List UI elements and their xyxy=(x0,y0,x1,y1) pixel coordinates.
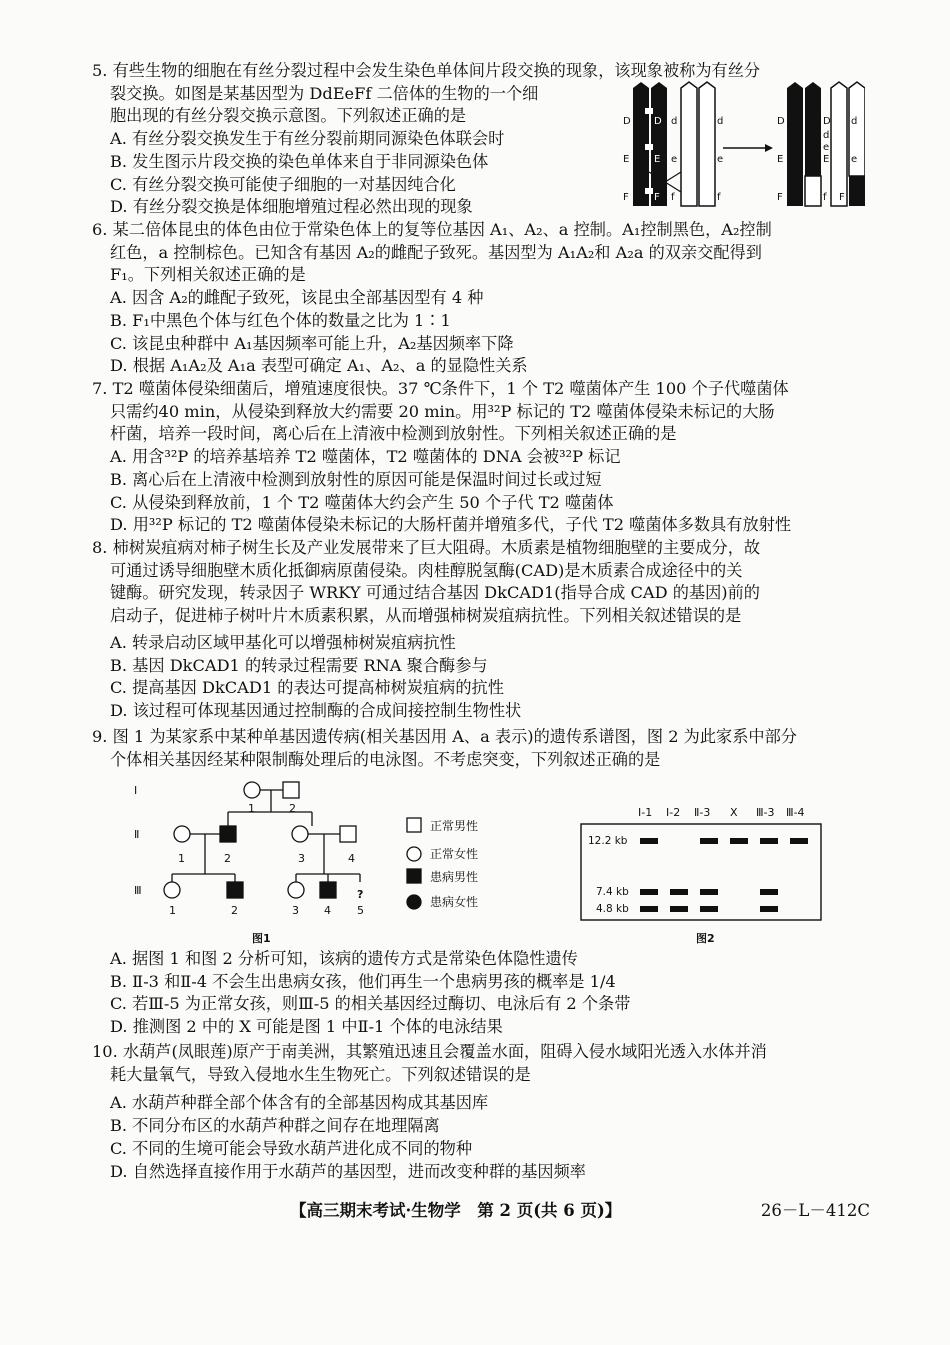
allele-label: E xyxy=(654,154,661,165)
option-b: B. Ⅱ-3 和Ⅱ-4 不会生出患病女孩，他们再生一个患病男孩的概率是 1/4 xyxy=(110,971,616,991)
allele-label: F xyxy=(623,192,629,203)
option-a: A. 用含³²P 的培养基培养 T2 噬菌体，T2 噬菌体的 DNA 会被³²P 标记 xyxy=(110,447,621,467)
gel-band xyxy=(670,889,688,895)
page-footer xyxy=(290,1197,870,1221)
gel-band xyxy=(700,838,718,844)
allele-label: F xyxy=(777,192,783,203)
allele-label: d xyxy=(851,116,858,127)
allele-label: e xyxy=(851,154,858,165)
electrophoresis-figure xyxy=(578,800,828,948)
question-10-stem-line: 耗大量氧气，导致入侵地水生生物死亡。下列叙述错误的是 xyxy=(110,1064,531,1084)
individual-number: 4 xyxy=(324,904,331,917)
generation-label: Ⅰ xyxy=(134,784,138,797)
gel-band xyxy=(790,838,808,844)
legend-affected-male-symbol xyxy=(407,869,421,883)
gel-band xyxy=(640,906,658,912)
allele-label: f xyxy=(671,192,675,203)
legend-normal-male-symbol xyxy=(407,818,421,832)
gel-band xyxy=(640,838,658,844)
option-a: A. 水葫芦种群全部个体含有的全部基因构成其基因库 xyxy=(110,1093,489,1113)
gel-band xyxy=(700,889,718,895)
individual-II-4 xyxy=(340,826,356,842)
pedigree-figure xyxy=(120,776,510,946)
individual-number: 5 xyxy=(357,904,364,917)
option-c: C. 不同的生境可能会导致水葫芦进化成不同的物种 xyxy=(110,1138,473,1158)
option-d: D. 用³²P 标记的 T2 噬菌体侵染未标记的大肠杆菌并增殖多代，子代 T2 噬菌体多数具有放射性 xyxy=(110,515,792,535)
question-5-stem-line: 胞出现的有丝分裂交换示意图。下列叙述正确的是 xyxy=(110,106,467,126)
allele-label: e xyxy=(717,154,724,165)
individual-number: 2 xyxy=(289,802,296,815)
option-d: D. 有丝分裂交换是体细胞增殖过程必然出现的现象 xyxy=(110,197,473,217)
legend-normal-female-symbol xyxy=(407,847,421,861)
allele-label: d xyxy=(717,116,724,127)
question-9-stem-line: 9. 图 1 为某家系中某种单基因遗传病(相关基因用 A、a 表示)的遗传系谱图，图 2 为此家系中部分 xyxy=(92,727,797,746)
option-b: B. 不同分布区的水葫芦种群之间存在地理隔离 xyxy=(110,1116,440,1136)
allele-label: D xyxy=(823,116,831,127)
footer-code: 26－L－412C xyxy=(760,1201,870,1220)
generation-label: Ⅱ xyxy=(134,828,140,841)
individual-number: 1 xyxy=(248,802,255,815)
allele-label: D xyxy=(777,116,785,127)
option-c: C. 该昆虫种群中 A₁基因频率可能上升，A₂基因频率下降 xyxy=(110,333,514,353)
allele-label: F xyxy=(654,192,660,203)
allele-label: e xyxy=(823,142,830,153)
gel-band xyxy=(700,906,718,912)
allele-label: d xyxy=(823,130,830,141)
individual-III-4 xyxy=(320,882,336,898)
allele-label: E xyxy=(823,154,830,165)
question-9-stem-line: 个体相关基因经某种限制酶处理后的电泳图。不考虑突变，下列叙述正确的是 xyxy=(110,749,661,769)
lane-label: Ⅲ-4 xyxy=(786,806,805,819)
individual-III-2 xyxy=(227,882,243,898)
question-9-options xyxy=(92,948,867,1039)
option-c: C. 提高基因 DkCAD1 的表达可提高柿树炭疽病的抗性 xyxy=(110,678,504,698)
option-d: D. 推测图 2 中的 X 可能是图 1 中Ⅱ-1 个体的电泳结果 xyxy=(110,1017,503,1037)
individual-number: 2 xyxy=(231,904,238,917)
option-d: D. 该过程可体现基因通过控制酶的合成间接控制生物性状 xyxy=(110,700,522,720)
option-b: B. 发生图示片段交换的染色单体来自于非同源染色体 xyxy=(110,151,489,171)
individual-number: 1 xyxy=(169,904,176,917)
option-d: D. 自然选择直接作用于水葫芦的基因型，进而改变种群的基因频率 xyxy=(110,1161,586,1181)
individual-number: 3 xyxy=(298,852,305,865)
allele-label: e xyxy=(671,154,678,165)
question-10-stem-line: 10. 水葫芦(凤眼莲)原产于南美洲，其繁殖迅速且会覆盖水面，阻碍入侵水域阳光透入水体并消 xyxy=(92,1042,767,1061)
option-b: B. 基因 DkCAD1 的转录过程需要 RNA 聚合酶参与 xyxy=(110,655,488,675)
option-c: C. 若Ⅲ-5 为正常女孩，则Ⅲ-5 的相关基因经过酶切、电泳后有 2 个条带 xyxy=(110,994,631,1014)
allele-label: f xyxy=(851,180,855,191)
question-10 xyxy=(92,1041,867,1183)
generation-label: Ⅲ xyxy=(134,884,142,897)
figure-caption: 图2 xyxy=(696,932,715,945)
question-7-stem-line: 杆菌，培养一段时间，离心后在上清液中检测到放射性。下列相关叙述正确的是 xyxy=(110,424,677,444)
individual-number: 3 xyxy=(292,904,299,917)
option-b: B. 离心后在上清液中检测到放射性的原因可能是保温时间过长或过短 xyxy=(110,469,602,489)
individual-I-1 xyxy=(244,782,260,798)
question-6-stem-line: F₁。下列相关叙述正确的是 xyxy=(110,265,306,285)
legend-label: 正常男性 xyxy=(430,819,479,833)
gel-band xyxy=(670,906,688,912)
allele-label: F xyxy=(839,192,845,203)
question-7-stem-line: 7. T2 噬菌体侵染细菌后，增殖速度很快。37 ℃条件下，1 个 T2 噬菌体产生 100 个子代噬菌体 xyxy=(92,379,789,398)
legend-label: 患病男性 xyxy=(430,870,479,884)
gel-band xyxy=(640,889,658,895)
gel-band xyxy=(760,838,778,844)
individual-number: 2 xyxy=(224,852,231,865)
question-8-stem-line: 8. 柿树炭疽病对柿子树生长及产业发展带来了巨大阻碍。木质素是植物细胞壁的主要成分，故 xyxy=(92,538,761,557)
band-size-label: 7.4 kb xyxy=(596,886,629,898)
individual-II-2 xyxy=(220,826,236,842)
legend-label: 患病女性 xyxy=(430,895,479,909)
question-8-stem-line: 可通过诱导细胞壁木质化抵御病原菌侵染。肉桂醇脱氢酶(CAD)是木质素合成途径中的关 xyxy=(110,560,743,580)
allele-label: d xyxy=(671,116,678,127)
lane-label: X xyxy=(730,806,738,819)
gel-band xyxy=(760,889,778,895)
option-b: B. F₁中黑色个体与红色个体的数量之比为 1∶1 xyxy=(110,310,451,330)
question-9 xyxy=(92,726,867,771)
unknown-individual: ? xyxy=(357,888,364,901)
legend-label: 正常女性 xyxy=(430,847,479,861)
question-6-stem-line: 红色，a 控制棕色。已知含有基因 A₂的雌配子致死。基因型为 A₁A₂和 A₂a 的双亲交配得到 xyxy=(110,242,762,262)
band-size-label: 12.2 kb xyxy=(588,835,628,847)
question-8 xyxy=(92,537,867,723)
gel-band xyxy=(730,838,748,844)
lane-label: Ⅰ-2 xyxy=(666,806,681,819)
lane-label: Ⅱ-3 xyxy=(694,806,711,819)
question-6 xyxy=(92,219,867,378)
gel-band xyxy=(760,906,778,912)
option-a: A. 有丝分裂交换发生于有丝分裂前期同源染色体联会时 xyxy=(110,129,505,149)
chromosome-before xyxy=(633,82,715,206)
individual-I-2 xyxy=(283,782,299,798)
question-7-stem-line: 只需约40 min，从侵染到释放大约需要 20 min。用³²P 标记的 T2 噬菌体侵染未标记的大肠 xyxy=(110,401,775,421)
figure-caption: 图1 xyxy=(252,932,271,945)
question-5-stem-line: 裂交换。如图是某基因型为 DdEeFf 二倍体的生物的一个细 xyxy=(110,83,539,103)
allele-label: D xyxy=(623,116,631,127)
question-6-stem-line: 6. 某二倍体昆虫的体色由位于常染色体上的复等位基因 A₁、A₂、a 控制。A₁控制黑色，A₂控制 xyxy=(92,220,772,239)
band-size-label: 4.8 kb xyxy=(596,903,629,915)
option-a: A. 因含 A₂的雌配子致死，该昆虫全部基因型有 4 种 xyxy=(110,288,484,308)
individual-number: 1 xyxy=(178,852,185,865)
allele-label: D xyxy=(654,116,662,127)
lane-label: Ⅲ-3 xyxy=(756,806,775,819)
individual-III-1 xyxy=(164,882,180,898)
allele-label: E xyxy=(777,154,784,165)
mitotic-exchange-figure xyxy=(615,80,865,215)
individual-II-3 xyxy=(292,826,308,842)
exchange-arrow xyxy=(723,144,773,152)
lane-label: Ⅰ-1 xyxy=(638,806,653,819)
allele-label: f xyxy=(717,192,721,203)
individual-II-1 xyxy=(174,826,190,842)
legend-affected-female-symbol xyxy=(407,895,421,909)
option-a: A. 转录启动区域甲基化可以增强柿树炭疽病抗性 xyxy=(110,632,456,652)
option-d: D. 根据 A₁A₂及 A₁a 表型可确定 A₁、A₂、a 的显隐性关系 xyxy=(110,356,528,376)
allele-label: E xyxy=(623,154,630,165)
question-8-stem-line: 启动子，促进柿子树叶片木质素积累，从而增强柿树炭疽病抗性。下列相关叙述错误的是 xyxy=(110,606,742,626)
footer-title: 【高三期末考试·生物学 第 2 页(共 6 页)】 xyxy=(290,1201,622,1220)
option-c: C. 从侵染到释放前，1 个 T2 噬菌体大约会产生 50 个子代 T2 噬菌体 xyxy=(110,492,614,512)
question-5-stem-line: 5. 有些生物的细胞在有丝分裂过程中会发生染色单体间片段交换的现象，该现象被称为有丝分 xyxy=(92,61,761,80)
individual-number: 4 xyxy=(348,852,355,865)
question-7 xyxy=(92,378,867,537)
question-8-stem-line: 键酶。研究发现，转录因子 WRKY 可通过结合基因 DkCAD1(指导合成 CAD 的基因)前的 xyxy=(110,583,760,603)
individual-III-3 xyxy=(288,882,304,898)
option-c: C. 有丝分裂交换可能使子细胞的一对基因纯合化 xyxy=(110,174,456,194)
option-a: A. 据图 1 和图 2 分析可知，该病的遗传方式是常染色体隐性遗传 xyxy=(110,949,578,968)
allele-label: f xyxy=(823,192,827,203)
